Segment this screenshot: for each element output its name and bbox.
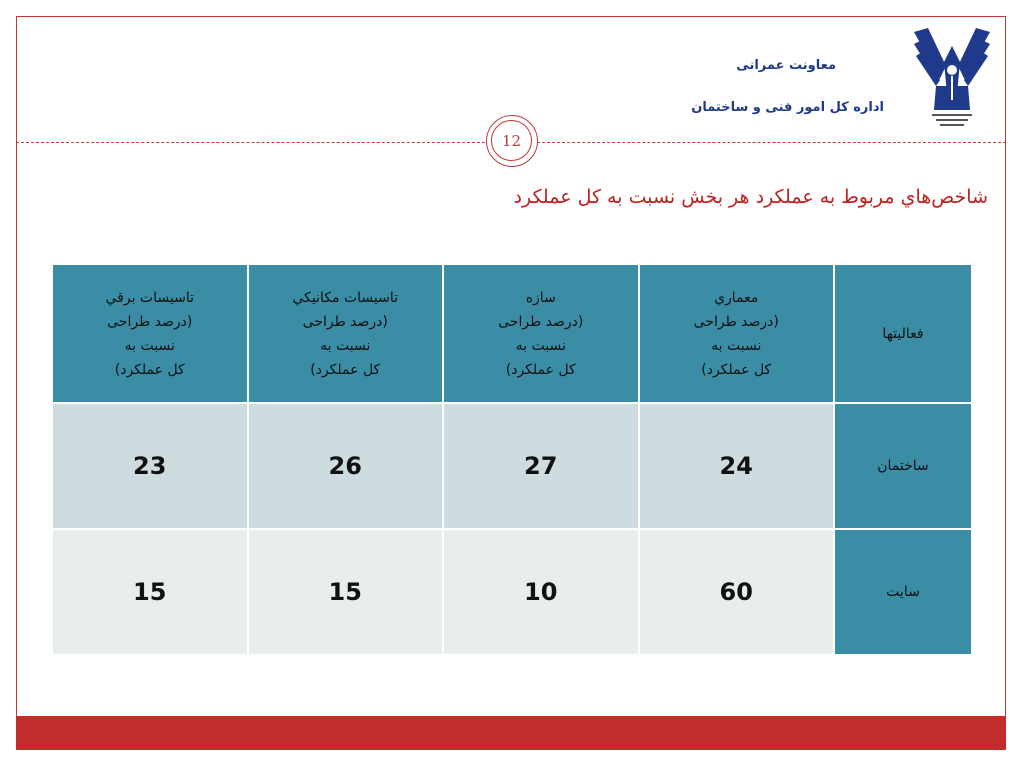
row-label: سایت bbox=[834, 529, 972, 655]
column-header: سازه (درصد طراحی نسبت به کل عملکرد) bbox=[443, 264, 639, 403]
corner-header: فعالیتها bbox=[834, 264, 972, 403]
table-cell: 60 bbox=[639, 529, 835, 655]
table-cell: 27 bbox=[443, 403, 639, 529]
table-cell: 24 bbox=[639, 403, 835, 529]
table-row bbox=[52, 529, 972, 655]
org-title: اداره کل امور فنی و ساختمان bbox=[691, 100, 884, 115]
footer-bar bbox=[16, 716, 1006, 750]
table-row bbox=[52, 403, 972, 529]
page-number: 12 bbox=[491, 120, 532, 161]
column-header: تاسیسات مكانيكي (درصد طراحی نسبت به کل عملکرد) bbox=[248, 264, 444, 403]
table-cell: 10 bbox=[443, 529, 639, 655]
performance-table bbox=[51, 263, 973, 656]
table-cell: 23 bbox=[52, 403, 248, 529]
table-cell: 15 bbox=[52, 529, 248, 655]
table-cell: 26 bbox=[248, 403, 444, 529]
table-header-row bbox=[52, 264, 972, 403]
column-header: تاسیسات برقي (درصد طراحی نسبت به کل عملکرد) bbox=[52, 264, 248, 403]
row-label: ساختمان bbox=[834, 403, 972, 529]
table-cell: 15 bbox=[248, 529, 444, 655]
slide-title: شاخص‌هاي مربوط به عملكرد هر بخش نسبت به كل عملكرد bbox=[513, 186, 988, 208]
university-logo-icon bbox=[912, 26, 992, 130]
page-number-badge bbox=[486, 115, 538, 167]
column-header: معماري (درصد طراحی نسبت به کل عملکرد) bbox=[639, 264, 835, 403]
org-subtitle: معاونت عمرانی bbox=[736, 58, 836, 73]
